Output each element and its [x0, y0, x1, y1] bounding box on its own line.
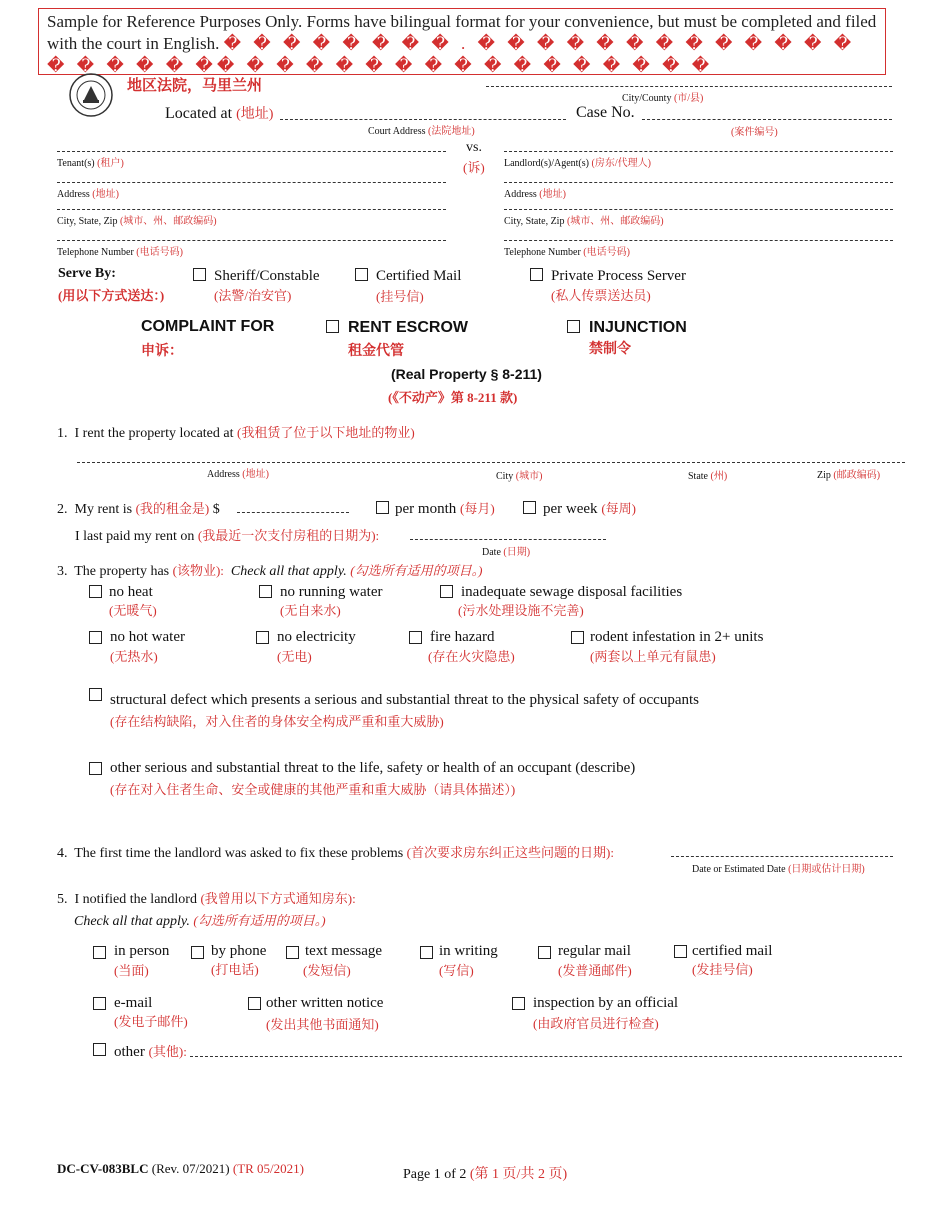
tenant-caption: Tenant(s) (租户) [57, 158, 124, 169]
other-notify-label: other (其他): [114, 1044, 187, 1060]
rent-escrow-label-cn: 租金代管 [348, 344, 404, 359]
injunction-label-cn: 禁制令 [589, 342, 631, 357]
banner-english: Sample for Reference Purposes Only. Forms have bilingual format for your convenience, but must be completed and filed with the court in English. [47, 12, 877, 53]
other-threat-checkbox[interactable] [89, 762, 102, 775]
sheriff-label: Sheriff/Constable [214, 268, 320, 284]
tenant-phone-line[interactable] [57, 240, 446, 241]
rodent-label: rodent infestation in 2+ units [590, 629, 764, 645]
q5-text: 5. I notified the landlord (我曾用以下方式通知房东): [57, 891, 356, 907]
sample-banner [38, 8, 886, 75]
text-message-checkbox[interactable] [286, 946, 299, 959]
no-running-water-label-cn: (无自来水) [280, 603, 341, 618]
q1-address-caption: Address (地址) [207, 469, 269, 480]
email-label-cn: (发电子邮件) [114, 1014, 188, 1029]
no-hot-water-checkbox[interactable] [89, 631, 102, 644]
injunction-checkbox[interactable] [567, 320, 580, 333]
regular-mail-label-cn: (发普通邮件) [558, 963, 632, 978]
inspection-label-cn: (由政府官员进行检查) [533, 1016, 659, 1031]
no-heat-label: no heat [109, 584, 153, 600]
last-paid-label: I last paid my rent on (我最近一次支付房租的日期为): [75, 528, 380, 544]
regular-mail-checkbox[interactable] [538, 946, 551, 959]
regular-mail-label: regular mail [558, 943, 631, 959]
in-writing-label: in writing [439, 943, 498, 959]
structural-defect-checkbox[interactable] [89, 688, 102, 701]
in-person-checkbox[interactable] [93, 946, 106, 959]
no-running-water-checkbox[interactable] [259, 585, 272, 598]
tenant-city-line[interactable] [57, 209, 446, 210]
landlord-address-line[interactable] [504, 182, 893, 183]
no-electricity-label-cn: (无电) [277, 649, 312, 664]
tenant-address-caption: Address (地址) [57, 189, 119, 200]
inspection-label: inspection by an official [533, 995, 679, 1011]
no-running-water-label: no running water [280, 584, 383, 600]
sewage-checkbox[interactable] [440, 585, 453, 598]
other-written-notice-label-cn: (发出其他书面通知) [266, 1017, 379, 1032]
serve-by-label: Serve By: [58, 266, 116, 281]
vs-label-cn: (诉) [463, 160, 485, 175]
landlord-phone-line[interactable] [504, 240, 893, 241]
in-writing-label-cn: (写信) [439, 963, 474, 978]
by-phone-label: by phone [211, 943, 267, 959]
no-heat-checkbox[interactable] [89, 585, 102, 598]
q5-check-all: Check all that apply. (勾选所有适用的项目。) [74, 913, 326, 929]
last-paid-date-line[interactable] [410, 539, 606, 540]
serve-by-label-cn: (用以下方式送达：) [58, 288, 165, 303]
structural-defect-label-cn: (存在结构缺陷，对入住者的身体安全构成严重和重大威胁) [110, 714, 444, 729]
certified-mail-label-cn: (发挂号信) [692, 962, 753, 977]
statute-label-cn: (《不动产》第 8-211 款) [388, 390, 518, 405]
sewage-label: inadequate sewage disposal facilities [461, 584, 683, 600]
no-heat-label-cn: (无暖气) [109, 603, 157, 618]
first-asked-date-caption: Date or Estimated Date (日期或估计日期) [692, 864, 865, 875]
private-process-checkbox[interactable] [530, 268, 543, 281]
other-notify-line[interactable] [190, 1056, 902, 1057]
first-asked-date-line[interactable] [671, 856, 893, 857]
q1-state-caption: State (州) [688, 471, 728, 482]
fire-hazard-label-cn: (存在火灾隐患) [428, 649, 515, 664]
statute-label: (Real Property § 8-211) [391, 366, 542, 382]
court-seal-icon [68, 72, 114, 118]
q4-text: 4. The first time the landlord was asked to fix these problems (首次要求房东纠正这些问题的日期): [57, 845, 614, 861]
fire-hazard-label: fire hazard [430, 629, 495, 645]
in-writing-checkbox[interactable] [420, 946, 433, 959]
sheriff-label-cn: (法警/治安官) [214, 288, 292, 303]
no-hot-water-label-cn: (无热水) [110, 649, 158, 664]
landlord-address-caption: Address (地址) [504, 189, 566, 200]
landlord-city-line[interactable] [504, 209, 893, 210]
tenant-address-line[interactable] [57, 182, 446, 183]
q2-text: 2. My rent is (我的租金是) $ [57, 501, 220, 517]
other-notify-checkbox[interactable] [93, 1043, 106, 1056]
court-address-caption: Court Address (法院地址) [368, 126, 475, 137]
city-county-caption: City/County (市/县) [622, 93, 704, 104]
other-threat-label-cn: (存在对入住者生命、安全或健康的其他严重和重大威胁（请具体描述）) [110, 782, 516, 797]
landlord-caption: Landlord(s)/Agent(s) (房东/代理人) [504, 158, 651, 169]
page-number: Page 1 of 2 (第 1 页/共 2 页) [403, 1167, 568, 1182]
in-person-label: in person [114, 943, 170, 959]
rent-escrow-checkbox[interactable] [326, 320, 339, 333]
no-electricity-checkbox[interactable] [256, 631, 269, 644]
located-at-label: Located at (地址) [165, 105, 274, 122]
no-electricity-label: no electricity [277, 629, 356, 645]
certified-mail-checkbox[interactable] [674, 945, 687, 958]
form-id: DC-CV-083BLC (Rev. 07/2021) (TR 05/2021) [57, 1161, 304, 1176]
text-message-label-cn: (发短信) [303, 963, 351, 978]
in-person-label-cn: (当面) [114, 963, 149, 978]
tenant-line[interactable] [57, 151, 446, 152]
certified-mail-label: certified mail [692, 943, 773, 959]
by-phone-label-cn: (打电话) [211, 962, 259, 977]
court-address-line[interactable] [280, 119, 566, 120]
inspection-checkbox[interactable] [512, 997, 525, 1010]
certified-mail-serve-checkbox[interactable] [355, 268, 368, 281]
no-hot-water-label: no hot water [110, 629, 185, 645]
vs-label: vs. [466, 140, 482, 155]
certified-mail-serve-label-cn: (挂号信) [376, 289, 424, 304]
structural-defect-label: structural defect which presents a serious and substantial threat to the physical safety of occupants [110, 692, 699, 708]
q1-zip-caption: Zip (邮政编码) [817, 470, 881, 481]
by-phone-checkbox[interactable] [191, 946, 204, 959]
court-title: 地区法院，马里兰州 [127, 78, 263, 94]
city-county-line[interactable] [486, 86, 892, 87]
other-threat-label: other serious and substantial threat to the life, safety or health of an occupant (describe) [110, 760, 636, 776]
per-month-checkbox[interactable] [376, 501, 389, 514]
other-written-notice-checkbox[interactable] [248, 997, 261, 1010]
rodent-label-cn: (两套以上单元有鼠患) [590, 649, 716, 664]
landlord-line[interactable] [504, 151, 893, 152]
rodent-checkbox[interactable] [571, 631, 584, 644]
tenant-phone-caption: Telephone Number (电话号码) [57, 247, 183, 258]
per-week-checkbox[interactable] [523, 501, 536, 514]
sheriff-checkbox[interactable] [193, 268, 206, 281]
email-checkbox[interactable] [93, 997, 106, 1010]
complaint-for-label-cn: 申诉： [141, 344, 183, 359]
case-no-line[interactable] [642, 119, 892, 120]
per-week-label: per week (每周) [543, 501, 636, 517]
last-paid-date-caption: Date (日期) [482, 547, 531, 558]
sewage-label-cn: (污水处理设施不完善) [458, 603, 584, 618]
certified-mail-serve-label: Certified Mail [376, 268, 462, 284]
other-written-notice-label: other written notice [266, 995, 384, 1011]
rent-amount-line[interactable] [237, 512, 349, 513]
rent-escrow-label: RENT ESCROW [348, 319, 468, 336]
q1-city-caption: City (城市) [496, 471, 543, 482]
private-process-label: Private Process Server [551, 268, 686, 284]
banner-chinese: � � � � � � � � . � � � � � � � � � � � � � � � � � � �� � � � � � � � � � � � � � � � � [47, 34, 856, 75]
property-address-line[interactable] [77, 462, 905, 463]
case-no-label: Case No. [576, 104, 635, 121]
case-no-caption: (案件编号) [731, 127, 778, 138]
landlord-phone-caption: Telephone Number (电话号码) [504, 247, 630, 258]
complaint-for-label: COMPLAINT FOR [141, 318, 275, 335]
fire-hazard-checkbox[interactable] [409, 631, 422, 644]
injunction-label: INJUNCTION [589, 319, 687, 336]
private-process-label-cn: (私人传票送达员) [551, 288, 651, 303]
landlord-city-caption: City, State, Zip (城市、州、邮政编码) [504, 216, 664, 227]
tenant-city-caption: City, State, Zip (城市、州、邮政编码) [57, 216, 217, 227]
email-label: e-mail [114, 995, 153, 1011]
per-month-label: per month (每月) [395, 501, 495, 517]
q1-text: 1. I rent the property located at (我租赁了位于以下地址的物业) [57, 425, 415, 441]
text-message-label: text message [305, 943, 383, 959]
q3-text: 3. The property has (该物业): Check all that apply. (勾选所有适用的项目。) [57, 563, 483, 579]
